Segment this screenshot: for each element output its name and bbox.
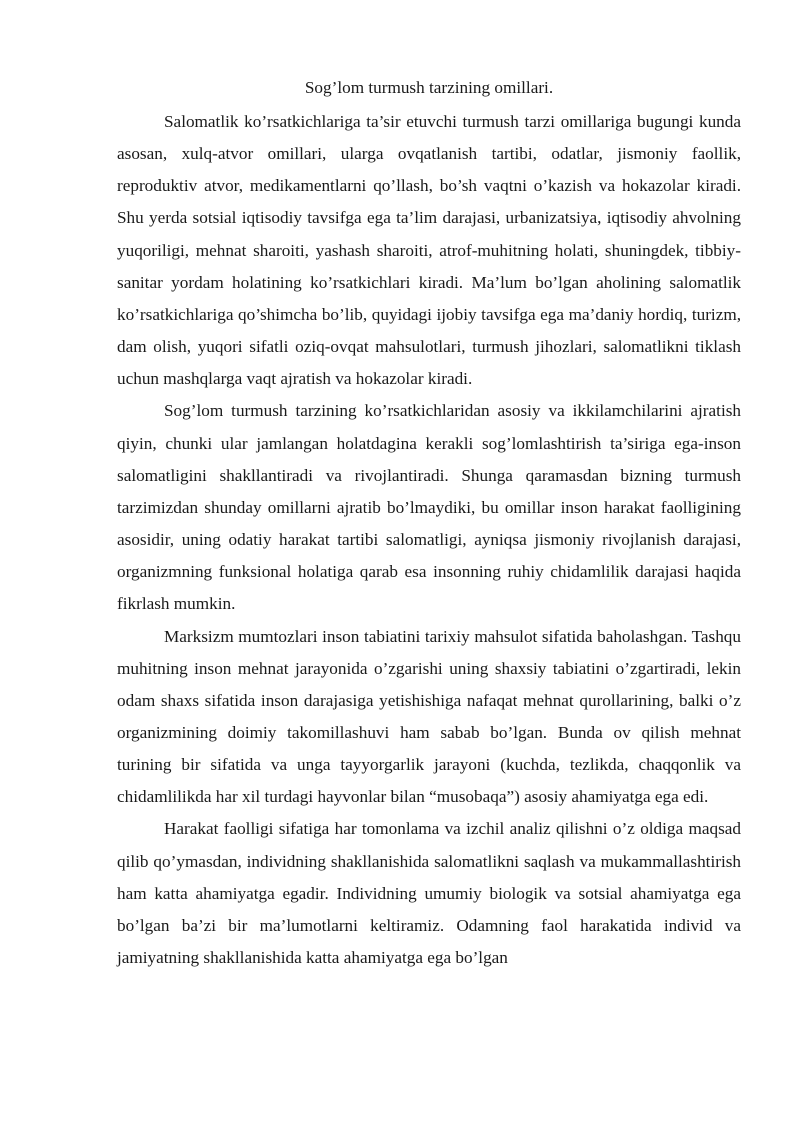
- paragraph-3: Marksizm mumtozlari inson tabiatini tarixiy mahsulot sifatida baholashgan. Tashqu muhitning inson mehnat jarayonida o’zgarishi uning shaxsiy tabiatini o’zgartiradi, lekin odam shaxs sifatida inson darajasiga yetishishiga nafaqat mehnat qurollarining, balki o’z organizmining doimiy takomillashuvi ham sabab bo’lgan. Bunda ov qilish mehnat turining bir sifatida va unga tayyorgarlik jarayoni (kuchda, tezlikda, chaqqonlik va chidamlilikda har xil turdagi hayvonlar bilan “musobaqa”) asosiy ahamiyatga ega edi.: [117, 626, 741, 807]
- paragraph-1: Salomatlik ko’rsatkichlariga ta’sir etuvchi turmush tarzi omillariga bugungi kunda asosan, xulq-atvor omillari, ularga ovqatlanish tartibi, odatlar, jismoniy faollik, reproduktiv atvor, medikamentlarni qo’llash, bo’sh vaqtni o’kazish va hokazolar kiradi. Shu yerda sotsial iqtisodiy tavsifga ega ta’lim darajasi, urbanizatsiya, iqtisodiy ahvolning yuqoriligi, mehnat sharoiti, yashash sharoiti, atrof-muhitning holati, shuningdek, tibbiy-sanitar yordam holatining ko’rsatkichlari kiradi. Ma’lum bo’lgan aholining salomatlik ko’rsatkichlariga qo’shimcha bo’lib, quyidagi ijobiy tavsifga ega ma’daniy hordiq, turizm, dam olish, yuqori sifatli oziq-ovqat mahsulotlari, turmush jihozlari, salomatlikni tiklash uchun mashqlarga vaqt ajratish va hokazolar kiradi.: [117, 112, 741, 389]
- paragraph-2: Sog’lom turmush tarzining ko’rsatkichlaridan asosiy va ikkilamchilarini ajratish qiyin, chunki ular jamlangan holatdagina kerakli sog’lomlashtirish ta’siriga ega-inson salomatligini shakllantiradi va rivojlantiradi. Shunga qaramasdan bizning turmush tarzimizdan shunday omillarni ajratib bo’lmaydiki, bu omillar inson harakat faolligining asosidir, uning odatiy harakat tartibi salomatligi, ayniqsa jismoniy rivojlanish darajasi, organizmning funksional holatiga qarab esa insonning ruhiy chidamlilik darajasi haqida fikrlash mumkin.: [117, 401, 741, 614]
- paragraph-4: Harakat faolligi sifatiga har tomonlama va izchil analiz qilishni o’z oldiga maqsad qilib qo’ymasdan, individning shakllanishida salomatlikni saqlash va mukammallashtirish ham katta ahamiyatga egadir. Individning umumiy biologik va sotsial ahamiyatga ega bo’lgan ba’zi bir ma’lumotlarni keltiramiz. Odamning faol harakatida individ va jamiyatning shakllanishida katta ahamiyatga ega bo’lgan: [117, 819, 741, 968]
- document-body: [117, 72, 741, 974]
- document-title: Sog’lom turmush tarzining omillari.: [304, 78, 554, 97]
